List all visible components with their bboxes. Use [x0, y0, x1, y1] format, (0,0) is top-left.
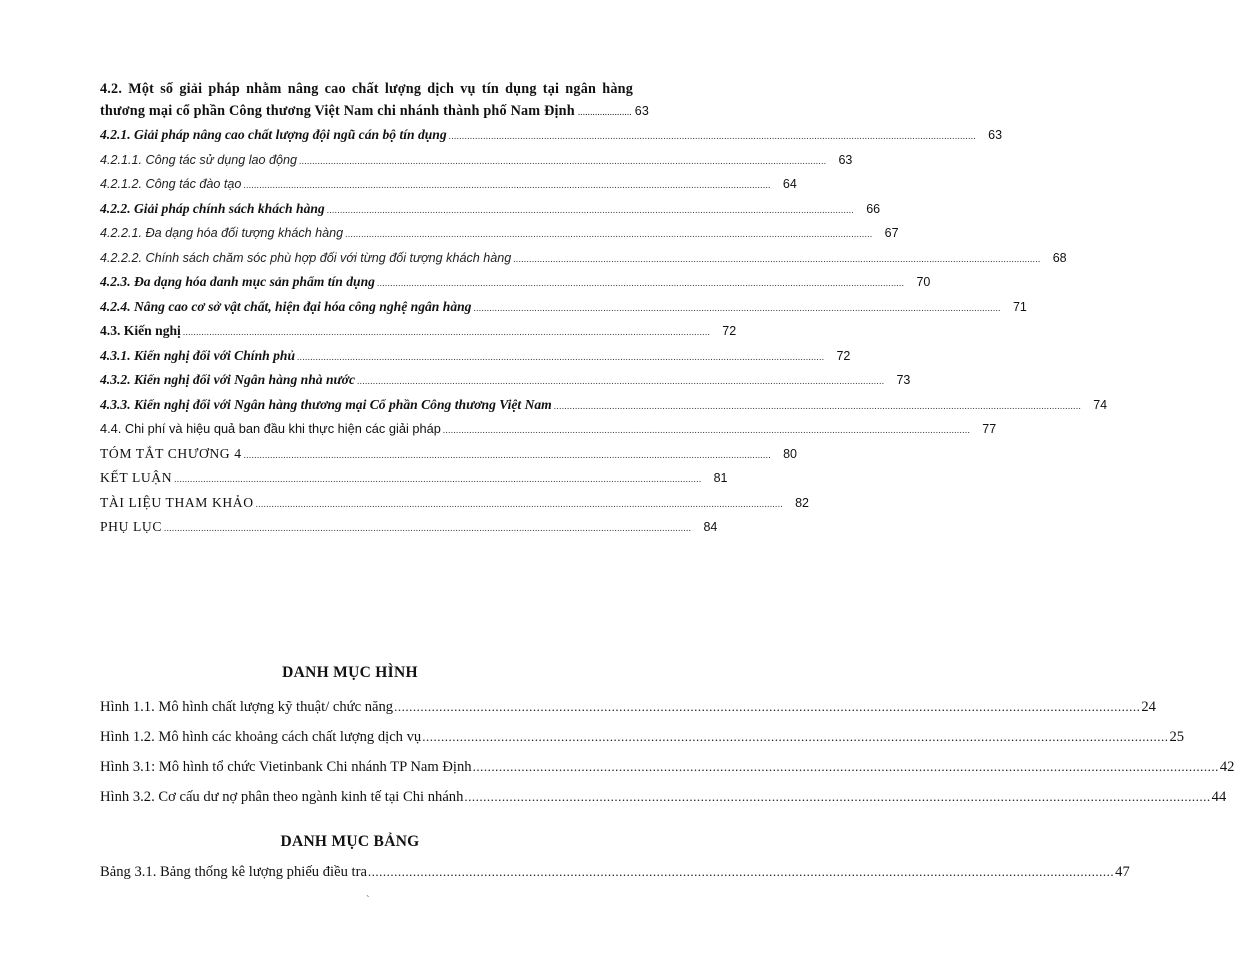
toc-page-number: 67 — [884, 226, 899, 240]
toc-entry-title: 4.4. Chi phí và hiệu quả ban đầu khi thực hiện các giải pháp — [100, 421, 441, 436]
figure-entry[interactable] — [100, 692, 1156, 722]
toc-heading-line2-text: thương mại cổ phần Công thương Việt Nam chi nhánh thành phố Nam Định — [100, 103, 575, 119]
toc-page-number: 73 — [896, 373, 911, 387]
toc-entry[interactable] — [100, 246, 1067, 271]
toc-entry-title: KẾT LUẬN — [100, 470, 173, 485]
figure-entry[interactable] — [100, 752, 1234, 782]
toc-entries — [100, 123, 1108, 540]
tables-title: DANH MỤC BẢNG — [280, 833, 420, 850]
dot-leader: ....................................................................................................................................................................................................... — [182, 327, 711, 337]
toc-page-number: 68 — [1052, 250, 1067, 265]
figure-entry[interactable] — [100, 782, 1227, 812]
table-entry[interactable] — [100, 857, 1130, 887]
toc-entry[interactable] — [100, 197, 881, 222]
toc-entry-title: 4.2.1.1. Công tác sử dụng lao động — [100, 152, 298, 167]
toc-entry-title: PHỤ LỤC — [100, 519, 162, 534]
toc-page-number: 72 — [722, 324, 737, 338]
toc-entry-title: 4.2.3. Đa dạng hóa danh mục sản phẩm tín dụng — [100, 274, 375, 289]
dot-leader: ....................................................................................................................................................................................................... — [394, 699, 1141, 714]
toc-page-number: 71 — [1012, 299, 1027, 314]
figure-page-number: 44 — [1211, 789, 1227, 805]
dot-leader: ....................................................................................................................................................................................................... — [299, 155, 827, 166]
dot-leader: ....................................................................................................................................................................................................... — [326, 204, 855, 215]
dot-leader: ....................................................................................................................................................................................................... — [367, 864, 1115, 879]
toc-entry-title: TÀI LIỆU THAM KHẢO — [100, 494, 254, 510]
toc-entry[interactable] — [100, 270, 931, 295]
toc-entry-title: 4.3.3. Kiến nghị đối với Ngân hàng thương mại Cổ phần Công thương Việt Nam — [100, 396, 552, 412]
dot-leader: ....................................................................................................................................................................................................... — [376, 278, 905, 288]
figure-entry-title: Hình 1.2. Mô hình các khoảng cách chất lượng dịch vụ — [100, 729, 422, 745]
toc-entry[interactable] — [100, 221, 899, 246]
toc-entry-title: 4.2.1. Giải pháp nâng cao chất lượng đội ngũ cán bộ tín dụng — [100, 127, 447, 142]
toc-heading-line1: 4.2. Một số giải pháp nhằm nâng cao chất lượng dịch vụ tín dụng tại ngân hàng — [100, 81, 633, 97]
toc-entry-title: 4.2.2.1. Đa dạng hóa đối tượng khách hàng — [100, 226, 344, 240]
dot-leader: ....................................................................................................................................................................................................... — [448, 131, 977, 141]
toc-page-number: 81 — [713, 471, 728, 485]
dot-leader: ....................................................................................................................................................................................................... — [472, 759, 1219, 774]
toc-page-number: 70 — [916, 275, 931, 289]
dot-leader: ....................................................................................................................................................................................................... — [442, 425, 971, 435]
toc-page-number: 64 — [782, 177, 797, 191]
toc-page-number: 74 — [1093, 397, 1108, 412]
toc-entry[interactable] — [100, 123, 1003, 148]
toc-entry[interactable] — [100, 319, 737, 344]
toc-entry[interactable] — [100, 172, 797, 197]
toc-entry-title: 4.2.2. Giải pháp chính sách khách hàng — [100, 200, 325, 216]
toc-entry[interactable] — [100, 295, 1027, 320]
figure-entry-title: Hình 1.1. Mô hình chất lượng kỹ thuật/ chức năng — [100, 699, 394, 715]
dot-leader: ...................... — [577, 107, 632, 117]
toc-page-number: 63 — [988, 128, 1003, 142]
dot-leader: ....................................................................................................................................................................................................... — [553, 400, 1082, 411]
toc-heading-4-2[interactable] — [100, 78, 650, 123]
toc-page-number: 82 — [795, 495, 809, 510]
dot-leader: ....................................................................................................................................................................................................... — [255, 498, 783, 509]
dot-leader: ....................................................................................................................................................................................................... — [473, 302, 1001, 313]
dot-leader: ....................................................................................................................................................................................................... — [243, 449, 771, 460]
table-of-contents — [100, 78, 1108, 540]
figure-entry[interactable] — [100, 722, 1185, 752]
toc-page-number: 66 — [866, 201, 881, 216]
figures-title: DANH MỤC HÌNH — [282, 664, 418, 681]
toc-entry[interactable] — [100, 368, 911, 393]
toc-entry[interactable] — [100, 148, 853, 173]
toc-entry[interactable] — [100, 442, 797, 467]
toc-page-number: 63 — [838, 152, 853, 167]
toc-entry[interactable] — [100, 515, 718, 540]
figure-page-number: 25 — [1169, 729, 1185, 745]
toc-entry-title: 4.2.1.2. Công tác đào tạo — [100, 177, 242, 191]
figure-entry-title: Hình 3.1: Mô hình tổ chức Vietinbank Chi nhánh TP Nam Định — [100, 759, 472, 775]
figure-page-number: 42 — [1219, 759, 1234, 775]
toc-entry[interactable] — [100, 417, 997, 442]
toc-entry-title: TÓM TẮT CHƯƠNG 4 — [100, 445, 242, 461]
dot-leader: ....................................................................................................................................................................................................... — [345, 229, 873, 239]
figures-list — [100, 692, 1234, 812]
toc-entry-title: 4.3. Kiến nghị — [100, 323, 181, 338]
toc-heading-line2 — [100, 100, 650, 123]
dot-leader: ....................................................................................................................................................................................................... — [163, 523, 692, 533]
dot-leader: ....................................................................................................................................................................................................... — [297, 351, 825, 362]
toc-page-number: 63 — [634, 104, 650, 118]
dot-leader: ....................................................................................................................................................................................................... — [357, 376, 885, 386]
figure-entry-title: Hình 3.2. Cơ cấu dư nợ phân theo ngành kinh tế tại Chi nhánh — [100, 789, 464, 805]
toc-entry-title: 4.2.2.2. Chính sách chăm sóc phù hợp đối với từng đối tượng khách hàng — [100, 250, 512, 265]
toc-entry[interactable] — [100, 466, 728, 491]
toc-page-number: 84 — [703, 520, 718, 534]
toc-entry-title: 4.3.2. Kiến nghị đối với Ngân hàng nhà nước — [100, 372, 356, 387]
toc-entry[interactable] — [100, 393, 1108, 418]
toc-page-number: 80 — [783, 446, 797, 461]
dot-leader: ....................................................................................................................................................................................................... — [422, 729, 1169, 744]
toc-page-number: 72 — [836, 348, 851, 363]
table-entry-title: Bảng 3.1. Bảng thống kê lượng phiếu điều tra — [100, 864, 367, 880]
figure-page-number: 24 — [1141, 699, 1156, 715]
table-page-number: 47 — [1115, 864, 1130, 880]
toc-entry[interactable] — [100, 344, 851, 369]
dot-leader: ....................................................................................................................................................................................................... — [513, 253, 1041, 264]
toc-entry-title: 4.3.1. Kiến nghị đối với Chính phủ — [100, 347, 296, 363]
dot-leader: ....................................................................................................................................................................................................... — [174, 474, 702, 484]
dot-leader: ....................................................................................................................................................................................................... — [464, 789, 1211, 804]
toc-page-number: 77 — [982, 422, 997, 436]
stray-mark: ` — [366, 894, 370, 906]
dot-leader: ....................................................................................................................................................................................................... — [243, 180, 771, 190]
toc-entry[interactable] — [100, 491, 809, 516]
toc-entry-title: 4.2.4. Nâng cao cơ sở vật chất, hiện đại hóa công nghệ ngân hàng — [100, 298, 472, 314]
tables-list — [100, 857, 1130, 887]
